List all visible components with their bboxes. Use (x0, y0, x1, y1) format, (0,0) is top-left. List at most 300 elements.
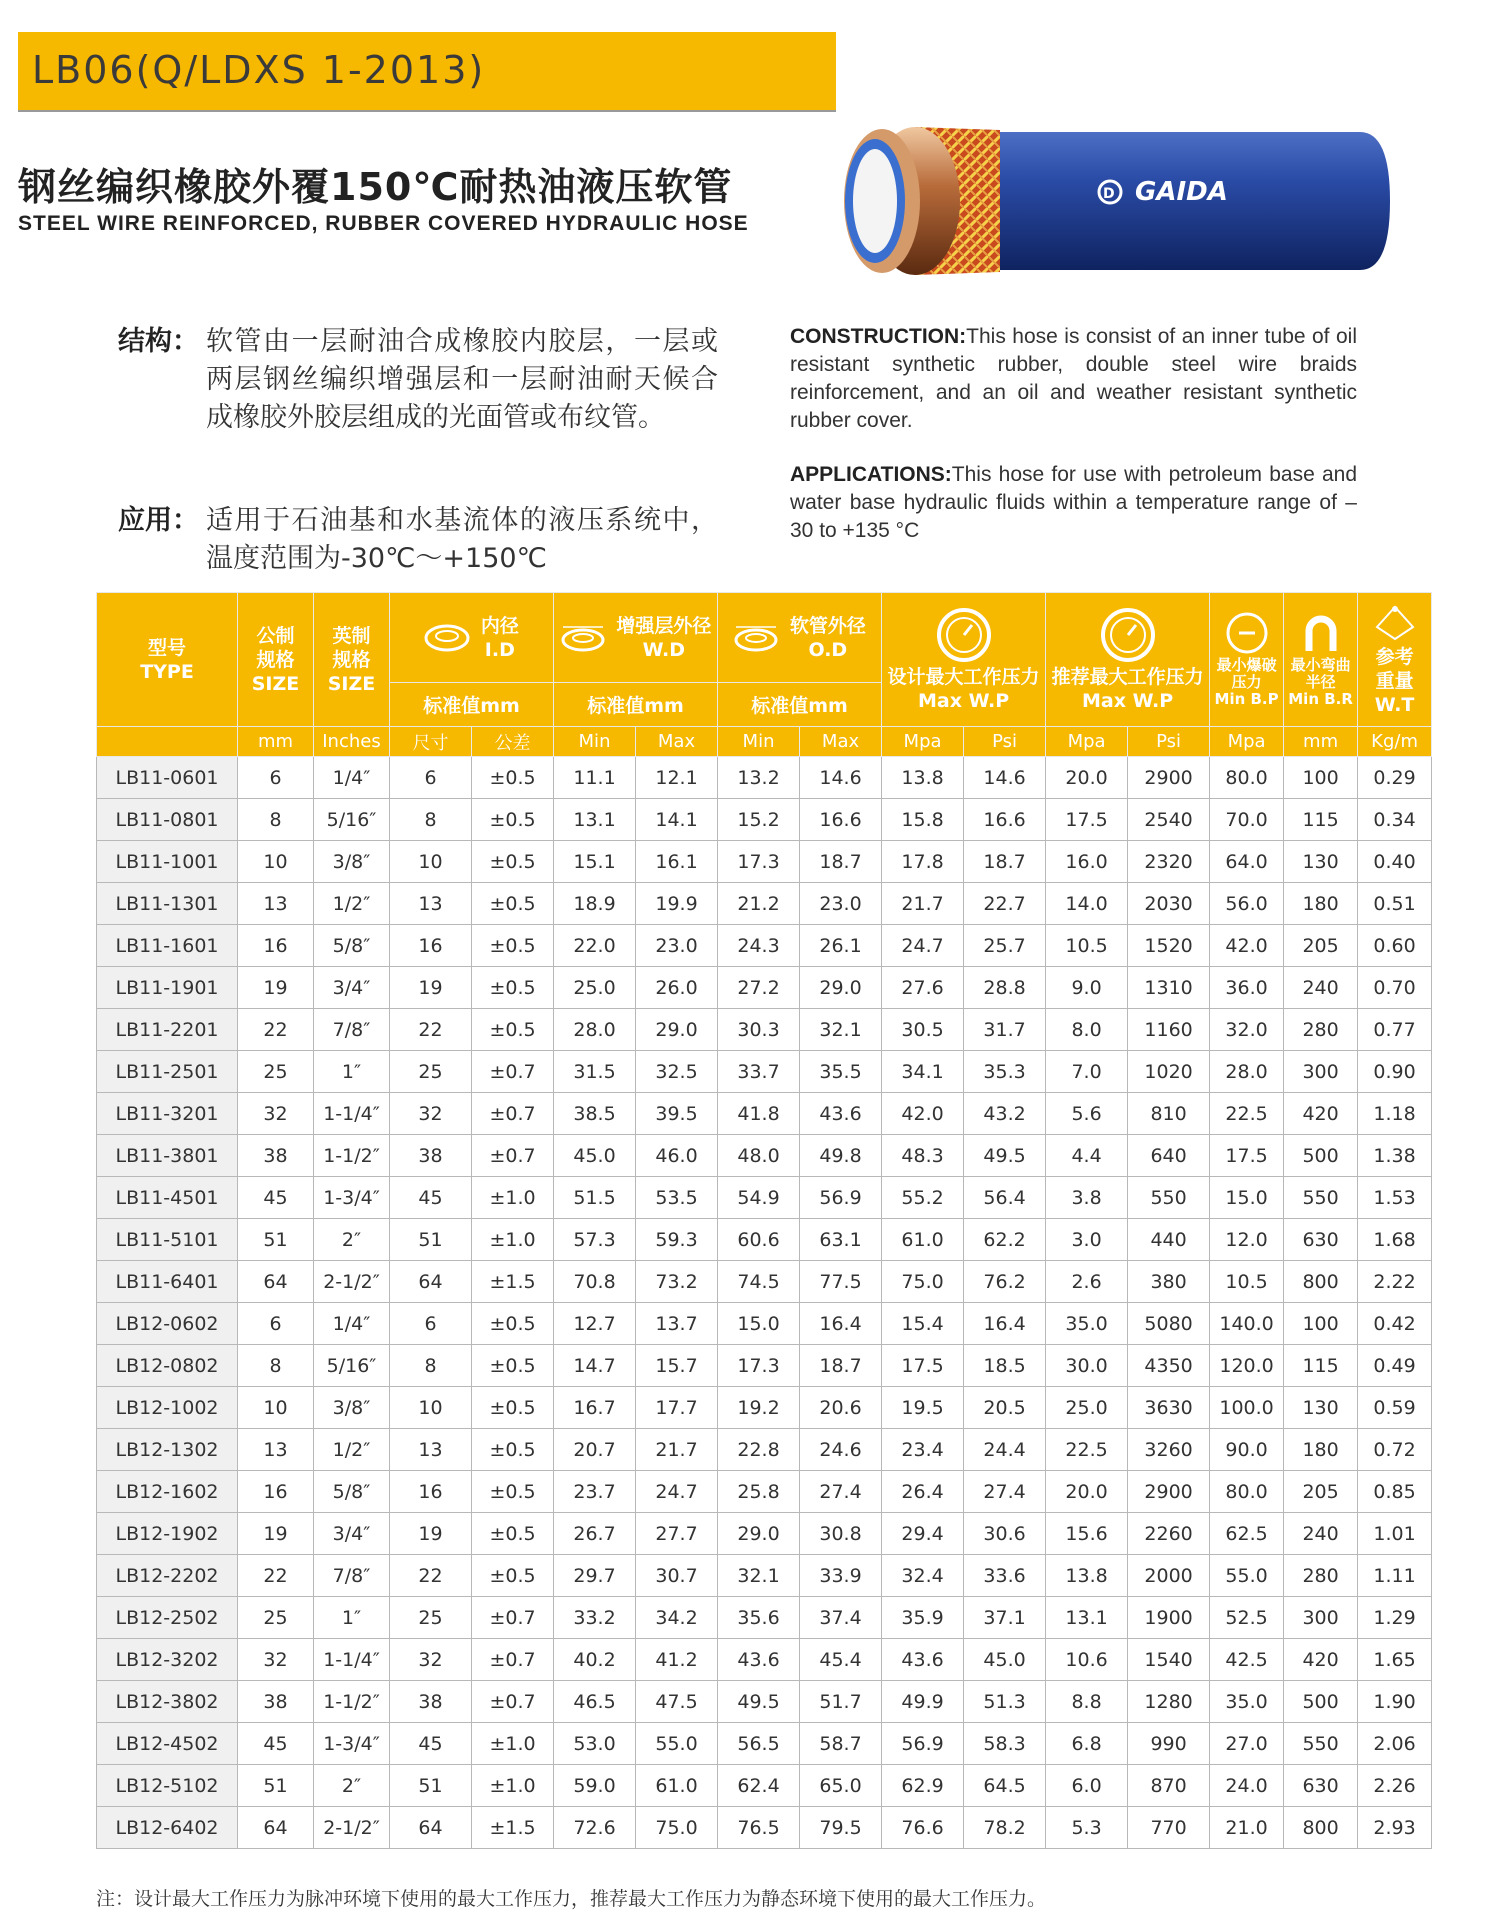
value-cell: 15.0 (1210, 1177, 1284, 1219)
value-cell: 33.6 (964, 1555, 1046, 1597)
value-cell: 1.11 (1358, 1555, 1432, 1597)
burst-gauge-icon (1225, 611, 1269, 655)
applications-en-label: APPLICATIONS: (790, 463, 952, 486)
value-cell: 10 (390, 1387, 472, 1429)
value-cell: 24.0 (1210, 1765, 1284, 1807)
table-row (97, 841, 1432, 883)
value-cell: 1.90 (1358, 1681, 1432, 1723)
value-cell: 6 (390, 1303, 472, 1345)
value-cell: 15.2 (718, 799, 800, 841)
value-cell: 32.4 (882, 1555, 964, 1597)
value-cell: 13.8 (882, 757, 964, 799)
unit-cell: Mpa (1046, 727, 1128, 757)
value-cell: 26.0 (636, 967, 718, 1009)
hose-illustration (820, 112, 1395, 290)
value-cell: 57.3 (554, 1219, 636, 1261)
value-cell: 56.5 (718, 1723, 800, 1765)
value-cell: 3.8 (1046, 1177, 1128, 1219)
value-cell: 64 (390, 1261, 472, 1303)
value-cell: 35.0 (1210, 1681, 1284, 1723)
value-cell: 2540 (1128, 799, 1210, 841)
value-cell: 19.9 (636, 883, 718, 925)
value-cell: 1-1/2″ (314, 1681, 390, 1723)
value-cell: 24.3 (718, 925, 800, 967)
value-cell: 43.2 (964, 1093, 1046, 1135)
value-cell: 18.7 (800, 841, 882, 883)
value-cell: 27.4 (800, 1471, 882, 1513)
value-cell: 5/16″ (314, 799, 390, 841)
table-row (97, 1009, 1432, 1051)
value-cell: 25.7 (964, 925, 1046, 967)
value-cell: 0.29 (1358, 757, 1432, 799)
table-row (97, 1765, 1432, 1807)
value-cell: 30.5 (882, 1009, 964, 1051)
value-cell: 440 (1128, 1219, 1210, 1261)
value-cell: 29.7 (554, 1555, 636, 1597)
construction-en-text: This hose is consist of an inner tube of oil resistant synthetic rubber, double steel wire braids reinforcement, and an oil and weather resistant synthetic rubber cover. (790, 325, 1357, 432)
value-cell: 2000 (1128, 1555, 1210, 1597)
value-cell: 3/8″ (314, 1387, 390, 1429)
value-cell: 32.5 (636, 1051, 718, 1093)
type-cell: LB12-1302 (97, 1429, 238, 1471)
value-cell: 2″ (314, 1765, 390, 1807)
value-cell: 48.0 (718, 1135, 800, 1177)
value-cell: 1160 (1128, 1009, 1210, 1051)
bend-radius-icon (1299, 611, 1343, 655)
value-cell: 27.0 (1210, 1723, 1284, 1765)
type-cell: LB12-6402 (97, 1807, 238, 1849)
value-cell: 14.7 (554, 1345, 636, 1387)
value-cell: ±1.0 (472, 1177, 554, 1219)
value-cell: 630 (1284, 1219, 1358, 1261)
value-cell: 120.0 (1210, 1345, 1284, 1387)
value-cell: 56.9 (882, 1723, 964, 1765)
value-cell: 1.68 (1358, 1219, 1432, 1261)
value-cell: 19.2 (718, 1387, 800, 1429)
unit-cell: mm (1284, 727, 1358, 757)
value-cell: 7/8″ (314, 1555, 390, 1597)
value-cell: 38 (390, 1135, 472, 1177)
unit-cell: Kg/m (1358, 727, 1432, 757)
value-cell: 30.6 (964, 1513, 1046, 1555)
value-cell: 8.0 (1046, 1009, 1128, 1051)
pressure-gauge-icon (936, 607, 992, 663)
value-cell: 32.1 (800, 1009, 882, 1051)
table-row (97, 1219, 1432, 1261)
value-cell: 63.1 (800, 1219, 882, 1261)
value-cell: 37.4 (800, 1597, 882, 1639)
value-cell: 6 (238, 757, 314, 799)
value-cell: 27.4 (964, 1471, 1046, 1513)
value-cell: 21.0 (1210, 1807, 1284, 1849)
value-cell: 38.5 (554, 1093, 636, 1135)
construction-cn-label: 结构： (118, 326, 199, 357)
footnote: 注：设计最大工作压力为脉冲环境下使用的最大工作压力，推荐最大工作压力为静态环境下使用的最大工作压力。 (96, 1888, 1047, 1910)
value-cell: 500 (1284, 1681, 1358, 1723)
value-cell: 22.8 (718, 1429, 800, 1471)
type-cell: LB12-3202 (97, 1639, 238, 1681)
value-cell: 500 (1284, 1135, 1358, 1177)
value-cell: 76.6 (882, 1807, 964, 1849)
value-cell: 1-3/4″ (314, 1177, 390, 1219)
value-cell: 26.7 (554, 1513, 636, 1555)
value-cell: 53.0 (554, 1723, 636, 1765)
value-cell: 27.7 (636, 1513, 718, 1555)
value-cell: ±0.5 (472, 757, 554, 799)
value-cell: 3/4″ (314, 1513, 390, 1555)
value-cell: 41.2 (636, 1639, 718, 1681)
value-cell: ±0.5 (472, 1387, 554, 1429)
value-cell: 53.5 (636, 1177, 718, 1219)
value-cell: 0.85 (1358, 1471, 1432, 1513)
value-cell: 14.1 (636, 799, 718, 841)
table-row (97, 1471, 1432, 1513)
value-cell: 62.9 (882, 1765, 964, 1807)
value-cell: 5/16″ (314, 1345, 390, 1387)
value-cell: 800 (1284, 1807, 1358, 1849)
value-cell: 20.0 (1046, 757, 1128, 799)
value-cell: ±0.7 (472, 1093, 554, 1135)
value-cell: 60.6 (718, 1219, 800, 1261)
table-row (97, 757, 1432, 799)
value-cell: 12.0 (1210, 1219, 1284, 1261)
value-cell: 45 (238, 1177, 314, 1219)
value-cell: 23.7 (554, 1471, 636, 1513)
value-cell: 40.2 (554, 1639, 636, 1681)
value-cell: 8 (238, 799, 314, 841)
value-cell: 21.7 (636, 1429, 718, 1471)
value-cell: 5.6 (1046, 1093, 1128, 1135)
value-cell: 31.5 (554, 1051, 636, 1093)
header-od-std: 标准值mm (718, 683, 882, 727)
construction-cn (118, 323, 718, 437)
value-cell: 13 (238, 1429, 314, 1471)
value-cell: 24.7 (882, 925, 964, 967)
value-cell: 17.8 (882, 841, 964, 883)
value-cell: 4350 (1128, 1345, 1210, 1387)
value-cell: 16.6 (800, 799, 882, 841)
header-burst-pressure: 最小爆破压力 Min B.P (1210, 593, 1284, 727)
value-cell: 22 (238, 1555, 314, 1597)
header-wd: 增强层外径 W.D (554, 593, 718, 683)
value-cell: 1/4″ (314, 1303, 390, 1345)
unit-cell: Max (800, 727, 882, 757)
table-row (97, 1807, 1432, 1849)
value-cell: 0.77 (1358, 1009, 1432, 1051)
value-cell: 32 (238, 1639, 314, 1681)
value-cell: 4.4 (1046, 1135, 1128, 1177)
value-cell: 8 (390, 799, 472, 841)
value-cell: 990 (1128, 1723, 1210, 1765)
value-cell: 130 (1284, 1387, 1358, 1429)
type-cell: LB11-2201 (97, 1009, 238, 1051)
value-cell: 46.5 (554, 1681, 636, 1723)
value-cell: 8 (238, 1345, 314, 1387)
value-cell: 17.5 (1046, 799, 1128, 841)
value-cell: 38 (390, 1681, 472, 1723)
value-cell: 22 (390, 1009, 472, 1051)
type-cell: LB11-5101 (97, 1219, 238, 1261)
value-cell: 47.5 (636, 1681, 718, 1723)
value-cell: 240 (1284, 1513, 1358, 1555)
value-cell: 1540 (1128, 1639, 1210, 1681)
value-cell: 22.5 (1210, 1093, 1284, 1135)
value-cell: 51.7 (800, 1681, 882, 1723)
value-cell: 300 (1284, 1597, 1358, 1639)
value-cell: 61.0 (636, 1765, 718, 1807)
value-cell: 74.5 (718, 1261, 800, 1303)
value-cell: 35.0 (1046, 1303, 1128, 1345)
value-cell: 1.01 (1358, 1513, 1432, 1555)
value-cell: 25 (390, 1051, 472, 1093)
value-cell: 10.5 (1046, 925, 1128, 967)
value-cell: 18.7 (964, 841, 1046, 883)
value-cell: 13.7 (636, 1303, 718, 1345)
unit-cell: 公差 (472, 727, 554, 757)
table-row (97, 1261, 1432, 1303)
unit-cell: 尺寸 (390, 727, 472, 757)
value-cell: 61.0 (882, 1219, 964, 1261)
svg-text:D: D (1103, 186, 1115, 202)
type-cell: LB11-1001 (97, 841, 238, 883)
unit-blank (97, 727, 238, 757)
applications-en (790, 461, 1357, 545)
value-cell: 72.6 (554, 1807, 636, 1849)
value-cell: 1.38 (1358, 1135, 1432, 1177)
value-cell: 76.5 (718, 1807, 800, 1849)
value-cell: 1″ (314, 1597, 390, 1639)
value-cell: 49.8 (800, 1135, 882, 1177)
value-cell: 2900 (1128, 757, 1210, 799)
value-cell: 1.29 (1358, 1597, 1432, 1639)
value-cell: ±0.5 (472, 1303, 554, 1345)
value-cell: 25 (238, 1051, 314, 1093)
value-cell: 59.0 (554, 1765, 636, 1807)
header-max-wp: 设计最大工作压力 Max W.P (882, 593, 1046, 727)
value-cell: 62.4 (718, 1765, 800, 1807)
product-title-en: STEEL WIRE REINFORCED, RUBBER COVERED HYDRAULIC HOSE (18, 212, 749, 235)
value-cell: 49.5 (964, 1135, 1046, 1177)
value-cell: 28.0 (554, 1009, 636, 1051)
value-cell: 13.1 (554, 799, 636, 841)
value-cell: 1900 (1128, 1597, 1210, 1639)
value-cell: 14.6 (964, 757, 1046, 799)
value-cell: 15.6 (1046, 1513, 1128, 1555)
value-cell: 13.1 (1046, 1597, 1128, 1639)
value-cell: 20.5 (964, 1387, 1046, 1429)
value-cell: 42.0 (1210, 925, 1284, 967)
value-cell: 64.5 (964, 1765, 1046, 1807)
value-cell: 2260 (1128, 1513, 1210, 1555)
value-cell: 38 (238, 1135, 314, 1177)
value-cell: 16 (238, 925, 314, 967)
value-cell: 19 (390, 1513, 472, 1555)
value-cell: 1310 (1128, 967, 1210, 1009)
unit-cell: Psi (1128, 727, 1210, 757)
type-cell: LB11-6401 (97, 1261, 238, 1303)
spec-table (96, 592, 1432, 1849)
value-cell: 420 (1284, 1639, 1358, 1681)
value-cell: 550 (1128, 1177, 1210, 1219)
value-cell: 13 (238, 883, 314, 925)
value-cell: 13.8 (1046, 1555, 1128, 1597)
type-cell: LB12-4502 (97, 1723, 238, 1765)
unit-cell: Inches (314, 727, 390, 757)
header-bend-radius: 最小弯曲半径 Min B.R (1284, 593, 1358, 727)
value-cell: 1-1/4″ (314, 1639, 390, 1681)
value-cell: 22 (238, 1009, 314, 1051)
type-cell: LB12-1902 (97, 1513, 238, 1555)
value-cell: 22.7 (964, 883, 1046, 925)
value-cell: 75.0 (636, 1807, 718, 1849)
value-cell: 43.6 (718, 1639, 800, 1681)
pressure-gauge-icon (1100, 607, 1156, 663)
value-cell: 14.6 (800, 757, 882, 799)
type-cell: LB12-1002 (97, 1387, 238, 1429)
value-cell: 23.0 (800, 883, 882, 925)
value-cell: 32 (238, 1093, 314, 1135)
header-id: 内径 I.D (390, 593, 554, 683)
value-cell: ±1.0 (472, 1723, 554, 1765)
value-cell: 0.90 (1358, 1051, 1432, 1093)
table-row (97, 1723, 1432, 1765)
type-cell: LB12-5102 (97, 1765, 238, 1807)
value-cell: 19.5 (882, 1387, 964, 1429)
value-cell: 35.9 (882, 1597, 964, 1639)
value-cell: 52.5 (1210, 1597, 1284, 1639)
ring-icon (424, 623, 470, 653)
value-cell: ±0.5 (472, 1345, 554, 1387)
value-cell: 32.1 (718, 1555, 800, 1597)
value-cell: 6 (390, 757, 472, 799)
value-cell: 2″ (314, 1219, 390, 1261)
unit-cell: Min (554, 727, 636, 757)
value-cell: 18.5 (964, 1345, 1046, 1387)
value-cell: 25.0 (554, 967, 636, 1009)
value-cell: 73.2 (636, 1261, 718, 1303)
value-cell: 27.2 (718, 967, 800, 1009)
unit-cell: Mpa (1210, 727, 1284, 757)
value-cell: 49.9 (882, 1681, 964, 1723)
value-cell: 34.2 (636, 1597, 718, 1639)
value-cell: 75.0 (882, 1261, 964, 1303)
value-cell: 15.1 (554, 841, 636, 883)
value-cell: 205 (1284, 925, 1358, 967)
value-cell: 27.6 (882, 967, 964, 1009)
value-cell: 26.1 (800, 925, 882, 967)
value-cell: 29.0 (636, 1009, 718, 1051)
value-cell: 870 (1128, 1765, 1210, 1807)
table-row (97, 1513, 1432, 1555)
table-row (97, 1387, 1432, 1429)
value-cell: ±1.5 (472, 1807, 554, 1849)
value-cell: 8 (390, 1345, 472, 1387)
value-cell: 34.1 (882, 1051, 964, 1093)
value-cell: 15.0 (718, 1303, 800, 1345)
spec-table-body (97, 757, 1432, 1849)
value-cell: ±0.7 (472, 1597, 554, 1639)
value-cell: 24.6 (800, 1429, 882, 1471)
table-row (97, 1681, 1432, 1723)
value-cell: 76.2 (964, 1261, 1046, 1303)
value-cell: 58.7 (800, 1723, 882, 1765)
table-row (97, 883, 1432, 925)
value-cell: 140.0 (1210, 1303, 1284, 1345)
table-row (97, 1597, 1432, 1639)
header-wd-std: 标准值mm (554, 683, 718, 727)
type-cell: LB11-3201 (97, 1093, 238, 1135)
value-cell: 0.40 (1358, 841, 1432, 883)
value-cell: 0.51 (1358, 883, 1432, 925)
value-cell: 48.3 (882, 1135, 964, 1177)
value-cell: 19 (238, 967, 314, 1009)
value-cell: 18.9 (554, 883, 636, 925)
value-cell: 8.8 (1046, 1681, 1128, 1723)
value-cell: 205 (1284, 1471, 1358, 1513)
value-cell: 550 (1284, 1177, 1358, 1219)
value-cell: 41.8 (718, 1093, 800, 1135)
header-rec-wp: 推荐最大工作压力 Max W.P (1046, 593, 1210, 727)
value-cell: 45.0 (554, 1135, 636, 1177)
value-cell: 29.4 (882, 1513, 964, 1555)
value-cell: 78.2 (964, 1807, 1046, 1849)
value-cell: ±0.5 (472, 841, 554, 883)
value-cell: 21.2 (718, 883, 800, 925)
header-weight: 参考重量 W.T (1358, 593, 1432, 727)
type-cell: LB11-0601 (97, 757, 238, 799)
value-cell: 36.0 (1210, 967, 1284, 1009)
value-cell: 80.0 (1210, 1471, 1284, 1513)
table-row (97, 925, 1432, 967)
value-cell: 29.0 (718, 1513, 800, 1555)
table-row (97, 1429, 1432, 1471)
value-cell: 55.0 (1210, 1555, 1284, 1597)
value-cell: 7/8″ (314, 1009, 390, 1051)
value-cell: 33.9 (800, 1555, 882, 1597)
value-cell: ±0.5 (472, 1009, 554, 1051)
value-cell: 17.5 (1210, 1135, 1284, 1177)
type-cell: LB11-0801 (97, 799, 238, 841)
value-cell: ±0.7 (472, 1135, 554, 1177)
value-cell: 51.3 (964, 1681, 1046, 1723)
type-cell: LB12-3802 (97, 1681, 238, 1723)
weight-icon (1373, 603, 1417, 643)
application-cn (118, 502, 718, 578)
value-cell: 100 (1284, 757, 1358, 799)
type-cell: LB12-2202 (97, 1555, 238, 1597)
value-cell: 54.9 (718, 1177, 800, 1219)
value-cell: 3.0 (1046, 1219, 1128, 1261)
value-cell: 17.7 (636, 1387, 718, 1429)
value-cell: 1.65 (1358, 1639, 1432, 1681)
header-type: 型号 TYPE (97, 593, 238, 727)
value-cell: 550 (1284, 1723, 1358, 1765)
value-cell: 630 (1284, 1765, 1358, 1807)
value-cell: 59.3 (636, 1219, 718, 1261)
value-cell: 0.59 (1358, 1387, 1432, 1429)
type-cell: LB11-1601 (97, 925, 238, 967)
ring-outer-icon (733, 623, 779, 653)
value-cell: 51 (390, 1765, 472, 1807)
value-cell: 30.7 (636, 1555, 718, 1597)
table-row (97, 799, 1432, 841)
table-row (97, 1639, 1432, 1681)
value-cell: 1.53 (1358, 1177, 1432, 1219)
value-cell: 0.72 (1358, 1429, 1432, 1471)
value-cell: 13 (390, 883, 472, 925)
value-cell: 13 (390, 1429, 472, 1471)
table-row (97, 1135, 1432, 1177)
